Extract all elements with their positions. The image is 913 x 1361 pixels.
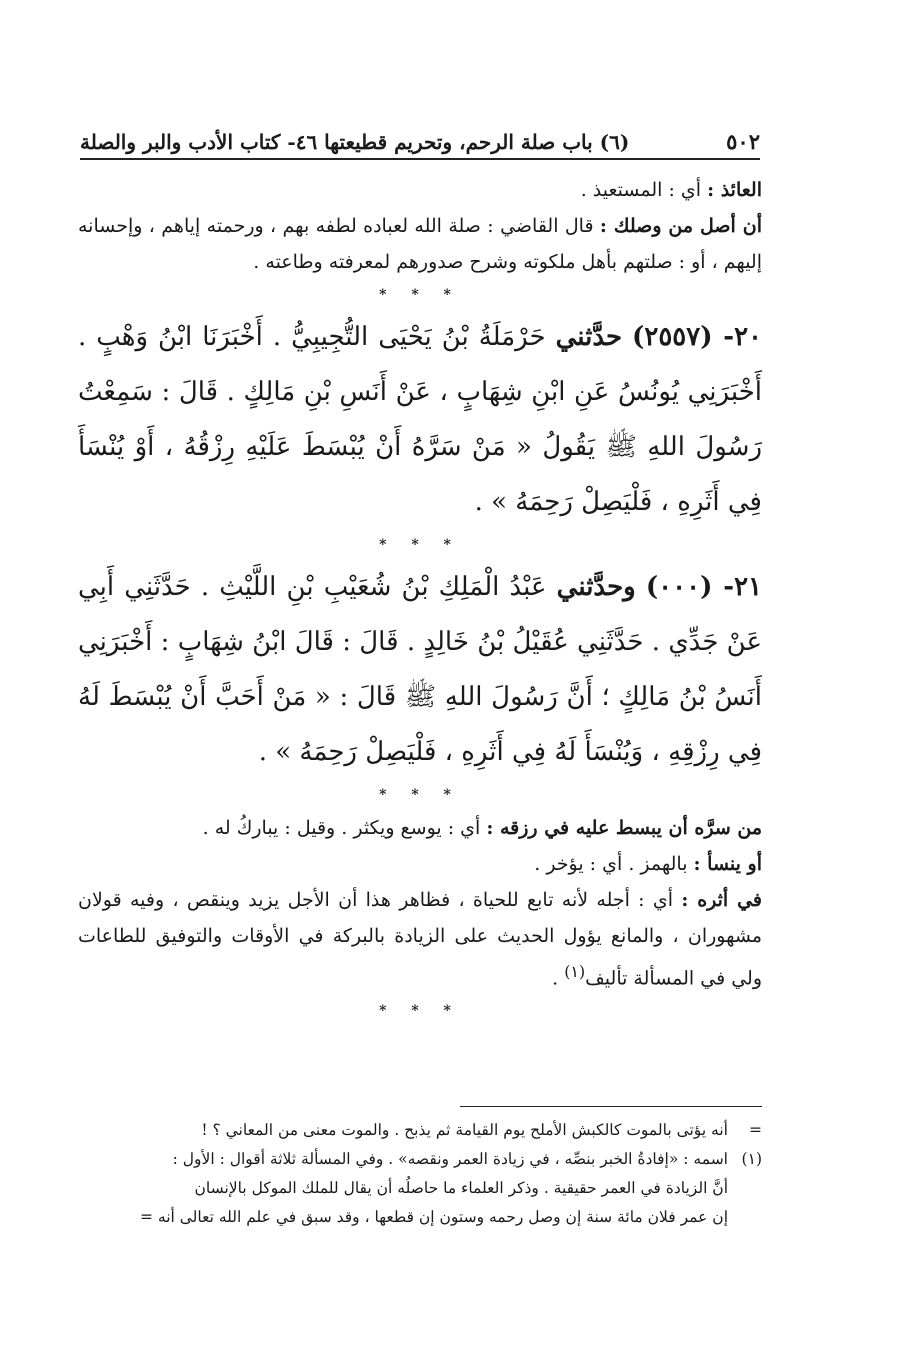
commentary-end: . (552, 967, 565, 990)
footnote-1 (78, 1145, 762, 1174)
footnote-text: أنه يؤتى بالموت كالكبش الأملح يوم القيامة ثم يذبح . والموت معنى من المعاني ؟ ! (201, 1121, 728, 1139)
footnote-text: اسمه : «إفادةُ الخبر بنصِّه ، في زيادة العمر ونقصه» . وفي المسألة ثلاثة أقوال : الأول : (172, 1150, 728, 1168)
hadith-text: عَبْدُ الْمَلِكِ بْنُ شُعَيْبِ بْنِ اللَّيْثِ . حَدَّثَنِي أَبِي عَنْ جَدِّي . حَدَّثَنِي عُقَيْلُ بْنُ خَالِدٍ . قَالَ : قَالَ ابْنُ شِهَابٍ : أَخْبَرَنِي أَنَسُ بْنُ مَالِكٍ ؛ أَنَّ رَسُولَ اللهِ ﷺ قَالَ : « مَنْ أَحَبَّ أَنْ يُبْسَطَ لَهُ فِي رِزْقِهِ ، وَيُنْسَأَ لَهُ فِي أَثَرِهِ ، فَلْيَصِلْ رَحِمَهُ » . (78, 572, 762, 767)
commentary-term: العائذ : (707, 179, 762, 201)
footnote-1-line (78, 1203, 762, 1232)
page-number: ٥٠٢ (726, 129, 760, 154)
running-title: (٦) باب صلة الرحم، وتحريم قطيعتها ٤٦- كتاب الأدب والبر والصلة (80, 130, 630, 154)
footnotes (78, 1116, 762, 1232)
commentary-term: من سرَّه أن يبسط عليه في رزقه : (486, 817, 762, 839)
footnote-1-line (78, 1174, 762, 1203)
commentary-paragraph (78, 882, 762, 996)
page-body (78, 172, 762, 1026)
commentary-term: أو ينسأ : (693, 853, 762, 875)
hadith-number: ٢٠- (٢٥٥٧) (632, 322, 763, 352)
section-separator: * * * (379, 1003, 461, 1020)
commentary-text: أي : يوسع ويكثر . وقيل : يباركُ له . (202, 817, 487, 839)
commentary-paragraph (78, 172, 762, 208)
commentary-text: أي : المستعيذ . (580, 179, 708, 201)
hadith-20 (78, 310, 762, 530)
section-separator: * * * (379, 787, 461, 803)
commentary-term: في أثره : (681, 889, 762, 911)
commentary-text: بالهمز . أي : يؤخر . (534, 853, 694, 875)
hadith-21 (78, 560, 762, 780)
hadith-intro: وحدَّثني (556, 572, 636, 602)
commentary-text: قال القاضي : صلة الله لعباده لطفه بهم ، ورحمته إياهم ، وإحسانه إليهم ، أو : صلتهم بأهل ملكوته وشرح صدورهم لمعرفته وطاعته . (78, 215, 762, 273)
hadith-text: حَرْمَلَةُ بْنُ يَحْيَى التُّجِيبِيُّ . أَخْبَرَنَا ابْنُ وَهْبٍ . أَخْبَرَنِي يُونُسُ عَنِ ابْنِ شِهَابٍ ، عَنْ أَنَسِ بْنِ مَالِكٍ . قَالَ : سَمِعْتُ رَسُولَ اللهِ ﷺ يَقُولُ « مَنْ سَرَّهُ أَنْ يُبْسَطَ عَلَيْهِ رِزْقُهُ ، أَوْ يُنْسَأَ فِي أَثَرِهِ ، فَلْيَصِلْ رَحِمَهُ » . (78, 322, 762, 517)
commentary-term: أن أصل من وصلك : (599, 215, 762, 237)
section-separator: * * * (379, 537, 461, 553)
commentary-paragraph (78, 208, 762, 280)
hadith-intro: حدَّثني (555, 322, 623, 352)
footnote-ref[interactable]: (١) (564, 962, 586, 981)
commentary-paragraph (78, 810, 762, 846)
hadith-number: ٢١- (٠٠٠) (645, 572, 763, 602)
footnote-text: أنَّ الزيادة في العمر حقيقية . وذكر العلماء ما حاصلُه أن يقال للملك الموكل بالإنسان (194, 1179, 728, 1197)
footnote-continuation (78, 1116, 762, 1145)
commentary-paragraph (78, 846, 762, 882)
footnote-text: إن عمر فلان مائة سنة إن وصل رحمه وستون إن قطعها ، وقد سبق في علم الله تعالى أنه = (139, 1208, 728, 1226)
footnote-mark: = (749, 1121, 762, 1139)
page-header (80, 118, 760, 160)
footnote-mark: (١) (741, 1150, 762, 1168)
footnote-rule (460, 1106, 762, 1107)
section-separator: * * * (379, 287, 461, 303)
commentary-text: أي : أجله لأنه تابع للحياة ، فظاهر هذا أن الأجل يزيد وينقص ، وفيه قولان مشهوران ، والمانع يؤول الحديث على الزيادة بالبركة في الأوقات والتوفيق للطاعات ولي في المسألة تأليف (78, 889, 762, 990)
